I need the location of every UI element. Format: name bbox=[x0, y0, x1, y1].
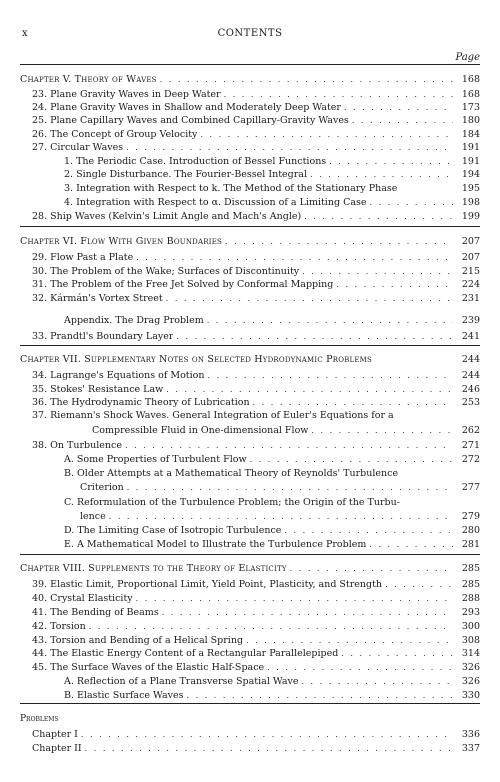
leader-dots bbox=[187, 689, 453, 702]
toc-entry-title: 24. Plane Gravity Waves in Shallow and Moderately Deep Water bbox=[32, 102, 341, 113]
toc-entry bbox=[20, 467, 480, 480]
toc-page-number: 231 bbox=[461, 293, 480, 304]
toc-entry-title: 3. Integration with Respect to k. The Method of the Stationary Phase bbox=[64, 183, 398, 194]
leader-dots bbox=[246, 634, 453, 647]
toc-entry-title: Chapter V. Theory of Waves bbox=[20, 74, 157, 85]
section-rule bbox=[20, 554, 480, 555]
leader-dots bbox=[126, 141, 453, 154]
toc-chapter-entry bbox=[20, 562, 480, 575]
leader-dots bbox=[352, 114, 453, 127]
toc-entry-title: 29. Flow Past a Plate bbox=[32, 252, 134, 263]
toc-entry-title: Criterion bbox=[80, 482, 124, 493]
toc-entry bbox=[20, 578, 480, 591]
toc-chapter-entry bbox=[20, 353, 480, 366]
leader-dots bbox=[284, 524, 453, 537]
toc-page-number: 244 bbox=[461, 354, 480, 365]
leader-dots bbox=[370, 196, 454, 209]
toc-entry bbox=[20, 510, 480, 523]
toc-entry bbox=[20, 661, 480, 674]
toc-entry bbox=[20, 251, 480, 264]
toc-entry-title: Chapter VIII. Supplements to the Theory of Elasticity bbox=[20, 563, 287, 574]
toc-page-number: 168 bbox=[461, 74, 480, 85]
leader-dots bbox=[310, 168, 453, 181]
toc-page-number: 241 bbox=[461, 331, 480, 342]
leader-dots bbox=[290, 562, 453, 575]
section-rule bbox=[20, 226, 480, 227]
leader-dots bbox=[253, 396, 453, 409]
toc-page-number: 308 bbox=[461, 635, 480, 646]
leader-dots bbox=[301, 675, 453, 688]
toc-entry-title: 34. Lagrange's Equations of Motion bbox=[32, 370, 205, 381]
leader-dots bbox=[109, 510, 453, 523]
toc-entry-title: E. A Mathematical Model to Illustrate the Turbulence Problem bbox=[64, 539, 367, 550]
toc-entry-title: D. The Limiting Case of Isotropic Turbulence bbox=[64, 525, 282, 536]
toc-entry bbox=[20, 196, 480, 209]
leader-dots bbox=[304, 210, 453, 223]
leader-dots bbox=[225, 235, 453, 248]
toc-entry bbox=[20, 689, 480, 702]
running-header bbox=[22, 28, 478, 42]
toc-page-number: 277 bbox=[461, 482, 480, 493]
toc-entry-title: 27. Circular Waves bbox=[32, 142, 124, 153]
toc-entry-title: B. Older Attempts at a Mathematical Theory of Reynolds' Turbulence bbox=[64, 468, 399, 479]
leader-dots bbox=[125, 439, 453, 452]
toc-page-number: 271 bbox=[461, 440, 480, 451]
leader-dots bbox=[329, 155, 453, 168]
toc-entry-title: 4. Integration with Respect to α. Discussion of a Limiting Case bbox=[64, 197, 367, 208]
toc-entry-title: Chapter II bbox=[32, 743, 82, 754]
toc-entry-title: 40. Crystal Elasticity bbox=[32, 593, 133, 604]
toc-entry bbox=[20, 606, 480, 619]
toc-entry-title: 33. Prandtl's Boundary Layer bbox=[32, 331, 174, 342]
toc-page-number: 281 bbox=[461, 539, 480, 550]
toc-entry-title: 28. Ship Waves (Kelvin's Limit Angle and Mach's Angle) bbox=[32, 211, 302, 222]
toc-entry-title: 41. The Bending of Beams bbox=[32, 607, 159, 618]
leader-dots bbox=[136, 251, 453, 264]
leader-dots bbox=[311, 424, 453, 437]
toc-entry bbox=[20, 128, 480, 141]
toc-page-number: 191 bbox=[461, 156, 480, 167]
toc-entry-title: 36. The Hydrodynamic Theory of Lubrication bbox=[32, 397, 250, 408]
toc-page-number: 337 bbox=[461, 743, 480, 754]
toc-entry-title: Appendix. The Drag Problem bbox=[64, 315, 204, 326]
toc-entry bbox=[20, 88, 480, 101]
toc-entry bbox=[20, 742, 480, 755]
toc-page-number: 224 bbox=[461, 279, 480, 290]
toc-entry bbox=[20, 292, 480, 305]
leader-dots bbox=[385, 578, 453, 591]
toc-entry-title: C. Reformulation of the Turbulence Problem; the Origin of the Turbu- bbox=[64, 497, 400, 508]
toc-page-number: 285 bbox=[461, 563, 480, 574]
toc-entry bbox=[20, 524, 480, 537]
toc-entry bbox=[20, 424, 480, 437]
leader-dots bbox=[89, 620, 453, 633]
toc-entry-title: 32. Kármán's Vortex Street bbox=[32, 293, 163, 304]
leader-dots bbox=[369, 538, 453, 551]
leader-dots bbox=[85, 742, 453, 755]
toc-entry bbox=[20, 634, 480, 647]
toc-entry-title: 26. The Concept of Group Velocity bbox=[32, 129, 198, 140]
toc-page-number: 314 bbox=[461, 648, 480, 659]
toc-entry-title: Compressible Fluid in One-dimensional Flow bbox=[92, 425, 309, 436]
toc-entry-title: Chapter I bbox=[32, 729, 78, 740]
toc-entry bbox=[20, 330, 480, 343]
toc-entry bbox=[20, 265, 480, 278]
toc-entry bbox=[20, 314, 480, 327]
toc-entry bbox=[20, 182, 480, 195]
page-title: CONTENTS bbox=[217, 28, 283, 39]
leader-dots bbox=[344, 101, 453, 114]
toc-entry-title: Chapter VII. Supplementary Notes on Selected Hydrodynamic Problems bbox=[20, 354, 373, 365]
toc-page-number: 239 bbox=[461, 315, 480, 326]
toc-entry bbox=[20, 155, 480, 168]
leader-dots bbox=[208, 369, 454, 382]
toc-entry bbox=[20, 453, 480, 466]
toc-page-number: 195 bbox=[461, 183, 480, 194]
toc-entry-title: 42. Torsion bbox=[32, 621, 86, 632]
toc-page-number: 207 bbox=[461, 236, 480, 247]
toc-page-number: 184 bbox=[461, 129, 480, 140]
toc-entry-title: 1. The Periodic Case. Introduction of Bessel Functions bbox=[64, 156, 327, 167]
leader-dots bbox=[166, 292, 453, 305]
toc-entry-title: A. Some Properties of Turbulent Flow bbox=[64, 454, 247, 465]
toc-page-number: 262 bbox=[461, 425, 480, 436]
toc-page-number: 336 bbox=[461, 729, 480, 740]
leader-dots bbox=[224, 88, 453, 101]
toc-entry-title: Problems bbox=[20, 714, 59, 724]
toc-entry bbox=[20, 481, 480, 494]
page-number-roman: x bbox=[22, 28, 28, 39]
toc-entry-title: 35. Stokes' Resistance Law bbox=[32, 384, 164, 395]
toc-page-number: 194 bbox=[461, 169, 480, 180]
toc-entry bbox=[20, 712, 480, 725]
leader-dots bbox=[176, 330, 453, 343]
leader-dots bbox=[302, 265, 453, 278]
toc-entry-title: A. Reflection of a Plane Transverse Spatial Wave bbox=[64, 676, 299, 687]
toc-page-number: 199 bbox=[461, 211, 480, 222]
toc-page-number: 207 bbox=[461, 252, 480, 263]
toc-page-number: 246 bbox=[461, 384, 480, 395]
toc-entry bbox=[20, 496, 480, 509]
toc-page-number: 215 bbox=[461, 266, 480, 277]
toc-entry bbox=[20, 114, 480, 127]
toc-entry bbox=[20, 620, 480, 633]
toc-entry-title: 37. Riemann's Shock Waves. General Integration of Euler's Equations for a bbox=[32, 410, 394, 421]
toc-entry bbox=[20, 538, 480, 551]
toc-entry bbox=[20, 592, 480, 605]
page-column-label: Page bbox=[455, 52, 480, 63]
toc-entry-title: 23. Plane Gravity Waves in Deep Water bbox=[32, 89, 221, 100]
leader-dots bbox=[160, 73, 453, 86]
toc-page-number: 168 bbox=[461, 89, 480, 100]
toc-entry bbox=[20, 439, 480, 452]
toc-entry-title: Chapter VI. Flow With Given Boundaries bbox=[20, 236, 222, 247]
toc-page-number: 285 bbox=[461, 579, 480, 590]
toc-entry-title: lence bbox=[80, 511, 106, 522]
toc-chapter-entry bbox=[20, 235, 480, 248]
toc-page-number: 288 bbox=[461, 593, 480, 604]
toc-entry bbox=[20, 101, 480, 114]
toc-page-number: 279 bbox=[461, 511, 480, 522]
toc-page-number: 293 bbox=[461, 607, 480, 618]
toc-entry bbox=[20, 396, 480, 409]
leader-dots bbox=[267, 661, 453, 674]
leader-dots bbox=[81, 728, 453, 741]
toc-entry bbox=[20, 278, 480, 291]
leader-dots bbox=[336, 278, 453, 291]
toc-page-number: 280 bbox=[461, 525, 480, 536]
leader-dots bbox=[136, 592, 453, 605]
toc-page-number: 191 bbox=[461, 142, 480, 153]
toc-chapter-entry bbox=[20, 73, 480, 86]
toc-page-number: 326 bbox=[461, 662, 480, 673]
toc-entry bbox=[20, 141, 480, 154]
toc-entry bbox=[20, 369, 480, 382]
toc-page-number: 300 bbox=[461, 621, 480, 632]
toc-page-number: 198 bbox=[461, 197, 480, 208]
toc-entry-title: 43. Torsion and Bending of a Helical Spring bbox=[32, 635, 244, 646]
toc-entry-title: 25. Plane Capillary Waves and Combined Capillary-Gravity Waves bbox=[32, 115, 349, 126]
toc-entry-title: 30. The Problem of the Wake; Surfaces of Discontinuity bbox=[32, 266, 300, 277]
toc-entry-title: 31. The Problem of the Free Jet Solved by Conformal Mapping bbox=[32, 279, 334, 290]
section-rule bbox=[20, 703, 480, 704]
toc-page-number: 180 bbox=[461, 115, 480, 126]
toc-entry-title: 2. Single Disturbance. The Fourier-Bessel Integral bbox=[64, 169, 307, 180]
toc-entry-title: 38. On Turbulence bbox=[32, 440, 122, 451]
toc-entry-title: B. Elastic Surface Waves bbox=[64, 690, 184, 701]
toc-page-number: 253 bbox=[461, 397, 480, 408]
leader-dots bbox=[250, 453, 453, 466]
toc-page-number: 244 bbox=[461, 370, 480, 381]
toc-entry-title: 44. The Elastic Energy Content of a Rectangular Parallelepiped bbox=[32, 648, 339, 659]
leader-dots bbox=[127, 481, 453, 494]
toc-entry bbox=[20, 168, 480, 181]
toc-entry bbox=[20, 675, 480, 688]
section-rule bbox=[20, 345, 480, 346]
leader-dots bbox=[341, 647, 453, 660]
section-rule bbox=[20, 64, 480, 65]
leader-dots bbox=[166, 383, 453, 396]
leader-dots bbox=[162, 606, 453, 619]
toc-entry bbox=[20, 647, 480, 660]
toc-page-number: 272 bbox=[461, 454, 480, 465]
leader-dots bbox=[207, 314, 453, 327]
toc-entry bbox=[20, 728, 480, 741]
toc-page-number: 326 bbox=[461, 676, 480, 687]
toc-entry-title: 45. The Surface Waves of the Elastic Half-Space bbox=[32, 662, 265, 673]
toc-entry bbox=[20, 210, 480, 223]
toc-page-number: 173 bbox=[461, 102, 480, 113]
toc-entry bbox=[20, 383, 480, 396]
toc-entry-title: 39. Elastic Limit, Proportional Limit, Yield Point, Plasticity, and Strength bbox=[32, 579, 383, 590]
toc-page-number: 330 bbox=[461, 690, 480, 701]
leader-dots bbox=[200, 128, 453, 141]
toc-entry bbox=[20, 409, 480, 422]
